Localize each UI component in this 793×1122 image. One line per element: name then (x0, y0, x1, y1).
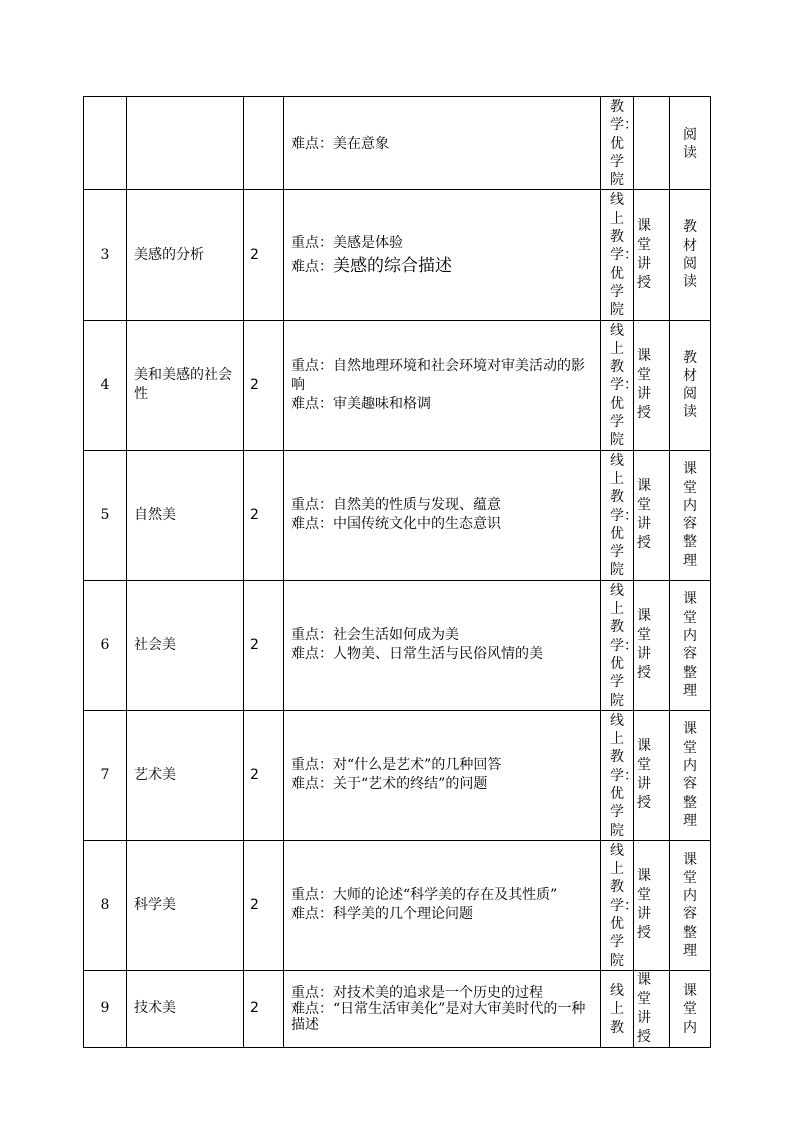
key-point-text: 重点：自然地理环境和社会环境对审美活动的影响 (291, 357, 585, 393)
platform-cell (601, 970, 634, 1047)
difficulty-text: 难点：中国传统文化中的生态意识 (291, 516, 501, 533)
difficulty-label: 难点： (291, 258, 333, 275)
difficulty-text: 难点：“日常生活审美化”是对大审美时代的一种描述 (291, 1001, 586, 1034)
assignment-text: 课堂内容整理 (683, 461, 697, 569)
row-number (84, 97, 127, 190)
method-cell (634, 580, 670, 710)
table-row (84, 580, 711, 710)
content-cell (284, 970, 601, 1047)
row-number: 5 (84, 450, 127, 580)
content-cell (284, 580, 601, 710)
method-top: 课堂 (637, 868, 655, 904)
content-cell (284, 710, 601, 840)
method-cell (634, 320, 670, 450)
method-top: 课堂 (637, 971, 655, 1007)
content-cell (284, 450, 601, 580)
row-number: 9 (84, 970, 127, 1047)
method-cell (634, 970, 670, 1047)
method-top: 课堂 (637, 348, 655, 384)
assignment-cell (670, 190, 711, 320)
table-row (84, 840, 711, 970)
assignment-text: 阅读 (683, 126, 697, 162)
method-bottom: 讲授 (637, 516, 655, 552)
platform-text: 线上教学：优学院 (610, 452, 638, 579)
assignment-text: 课堂内容整理 (683, 721, 697, 829)
chapter-title: 社会美 (127, 580, 244, 710)
method-top: 课堂 (637, 478, 655, 514)
content-cell (284, 320, 601, 450)
row-number: 8 (84, 840, 127, 970)
row-number: 7 (84, 710, 127, 840)
table-row (84, 970, 711, 1047)
platform-cell (601, 580, 638, 710)
platform-cell (601, 840, 638, 970)
assignment-text: 课堂内容整理 (683, 851, 697, 959)
method-cell (634, 710, 670, 840)
content-cell (284, 97, 601, 190)
table-row (84, 97, 711, 190)
chapter-title: 美感的分析 (127, 190, 244, 320)
assignment-text: 教材阅读 (683, 219, 697, 291)
method-bottom: 讲授 (637, 256, 655, 292)
key-point-text: 重点：自然美的性质与发现、蕴意 (291, 497, 501, 514)
platform-text: 线上教 (610, 983, 624, 1036)
method-cell (634, 450, 670, 580)
difficulty-text: 难点：科学美的几个理论问题 (291, 906, 473, 923)
table-row (84, 450, 711, 580)
class-hours: 2 (244, 970, 284, 1047)
method-cell (634, 97, 670, 190)
method-cell (634, 840, 670, 970)
assignment-cell (670, 970, 711, 1047)
platform-text: 教学：优学院 (610, 99, 638, 189)
key-point-text: 重点：社会生活如何成为美 (291, 627, 459, 644)
content-cell (284, 190, 601, 320)
chapter-title: 自然美 (127, 450, 244, 580)
platform-text: 线上教学：优学院 (610, 192, 638, 319)
difficulty-text: 难点：关于“艺术的终结”的问题 (291, 776, 488, 793)
assignment-text: 教材阅读 (683, 349, 697, 421)
row-number: 3 (84, 190, 127, 320)
class-hours: 2 (244, 190, 284, 320)
method-top: 课堂 (637, 218, 655, 254)
row-number: 6 (84, 580, 127, 710)
class-hours: 2 (244, 580, 284, 710)
chapter-title: 技术美 (127, 970, 244, 1047)
key-point-text: 重点：大师的论述“科学美的存在及其性质” (291, 887, 558, 904)
class-hours: 2 (244, 710, 284, 840)
table-row (84, 190, 711, 320)
assignment-text: 课堂内 (683, 983, 697, 1036)
row-number: 4 (84, 320, 127, 450)
table-row (84, 320, 711, 450)
class-hours: 2 (244, 840, 284, 970)
assignment-text: 课堂内容整理 (683, 591, 697, 699)
table-row (84, 710, 711, 840)
difficulty-text: 难点：美在意象 (291, 135, 389, 152)
assignment-cell (670, 840, 711, 970)
class-hours (244, 97, 284, 190)
method-cell (634, 190, 670, 320)
key-point-text: 重点：对技术美的追求是一个历史的过程 (291, 985, 543, 1002)
assignment-cell (670, 320, 711, 450)
platform-cell (601, 190, 638, 320)
platform-cell (601, 320, 638, 450)
chapter-title: 科学美 (127, 840, 244, 970)
difficulty-text: 难点：人物美、日常生活与民俗风情的美 (291, 646, 543, 663)
platform-text: 线上教学：优学院 (610, 712, 638, 839)
difficulty-text: 美感的综合描述 (333, 255, 452, 276)
chapter-title: 艺术美 (127, 710, 244, 840)
difficulty-text: 难点：审美趣味和格调 (291, 395, 431, 412)
platform-text: 线上教学：优学院 (610, 582, 638, 709)
method-top: 课堂 (637, 608, 655, 644)
platform-text: 线上教学：优学院 (610, 322, 638, 449)
assignment-cell (670, 97, 711, 190)
method-bottom: 讲授 (637, 1009, 655, 1045)
method-bottom: 讲授 (637, 646, 655, 682)
class-hours: 2 (244, 450, 284, 580)
key-point-text: 重点：对“什么是艺术”的几种回答 (291, 757, 502, 774)
method-bottom: 讲授 (637, 386, 655, 422)
platform-text: 线上教学：优学院 (610, 842, 638, 969)
method-bottom: 讲授 (637, 906, 655, 942)
class-hours: 2 (244, 320, 284, 450)
platform-cell (601, 97, 638, 190)
method-top: 课堂 (637, 738, 655, 774)
chapter-title (127, 97, 244, 190)
platform-cell (601, 450, 638, 580)
method-bottom: 讲授 (637, 776, 655, 812)
assignment-cell (670, 450, 711, 580)
platform-cell (601, 710, 638, 840)
assignment-cell (670, 710, 711, 840)
key-point-text: 重点：美感是体验 (291, 234, 403, 251)
assignment-cell (670, 580, 711, 710)
difficulty-line (291, 257, 596, 277)
content-cell (284, 840, 601, 970)
chapter-title: 美和美感的社会性 (127, 320, 244, 450)
course-schedule-table (83, 96, 711, 1048)
